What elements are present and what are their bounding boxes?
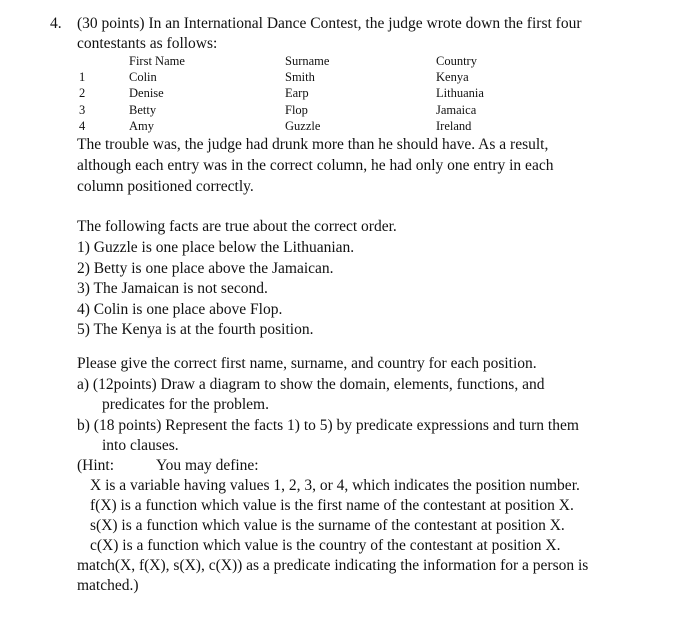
hint-line: match(X, f(X), s(X), c(X)) as a predicate indicating the information for a person is xyxy=(77,557,589,574)
row-first-name: Betty xyxy=(129,103,157,117)
task-intro: Please give the correct first name, surname, and country for each position. xyxy=(77,355,537,372)
part-a-line1: a) (12points) Draw a diagram to show the domain, elements, functions, and xyxy=(77,376,545,393)
fact-item: 3) The Jamaican is not second. xyxy=(77,280,268,297)
hint-line: matched.) xyxy=(77,577,139,594)
row-surname: Smith xyxy=(285,70,315,84)
trouble-line1: The trouble was, the judge had drunk more than he should have. As a result, xyxy=(77,136,549,153)
trouble-line3: column positioned correctly. xyxy=(77,178,254,195)
header-surname: Surname xyxy=(285,54,330,68)
fact-item: 5) The Kenya is at the fourth position. xyxy=(77,321,314,338)
header-country: Country xyxy=(436,54,477,68)
question-number: 4. xyxy=(50,15,62,32)
hint-lead: You may define: xyxy=(156,457,259,474)
hint-line: c(X) is a function which value is the country of the contestant at position X. xyxy=(90,537,561,554)
row-number: 3 xyxy=(79,103,86,117)
row-surname: Flop xyxy=(285,103,308,117)
row-country: Jamaica xyxy=(436,103,477,117)
part-b-line1: b) (18 points) Represent the facts 1) to 5) by predicate expressions and turn them xyxy=(77,417,579,434)
part-a-line2: predicates for the problem. xyxy=(102,396,269,413)
hint-line: X is a variable having values 1, 2, 3, or 4, which indicates the position number. xyxy=(90,477,580,494)
row-country: Lithuania xyxy=(436,86,484,100)
part-b-line2: into clauses. xyxy=(102,437,179,454)
fact-item: 1) Guzzle is one place below the Lithuanian. xyxy=(77,239,355,256)
facts-intro: The following facts are true about the correct order. xyxy=(77,218,397,235)
row-first-name: Colin xyxy=(129,70,157,84)
hint-label: (Hint: xyxy=(77,457,115,474)
row-country: Ireland xyxy=(436,119,472,133)
row-number: 2 xyxy=(79,86,86,100)
row-surname: Guzzle xyxy=(285,119,321,133)
header-first-name: First Name xyxy=(129,54,185,68)
row-first-name: Denise xyxy=(129,86,164,100)
row-country: Kenya xyxy=(436,70,469,84)
hint-line: s(X) is a function which value is the surname of the contestant at position X. xyxy=(90,517,565,534)
row-number: 4 xyxy=(79,119,86,133)
fact-item: 2) Betty is one place above the Jamaican. xyxy=(77,260,334,277)
fact-item: 4) Colin is one place above Flop. xyxy=(77,301,283,318)
hint-line: f(X) is a function which value is the first name of the contestant at position X. xyxy=(90,497,574,514)
row-number: 1 xyxy=(79,70,86,84)
row-surname: Earp xyxy=(285,86,309,100)
trouble-line2: although each entry was in the correct column, he had only one entry in each xyxy=(77,157,554,174)
row-first-name: Amy xyxy=(129,119,154,133)
question-intro-line2: contestants as follows: xyxy=(77,35,218,52)
question-intro-line1: (30 points) In an International Dance Contest, the judge wrote down the first four xyxy=(77,15,582,32)
